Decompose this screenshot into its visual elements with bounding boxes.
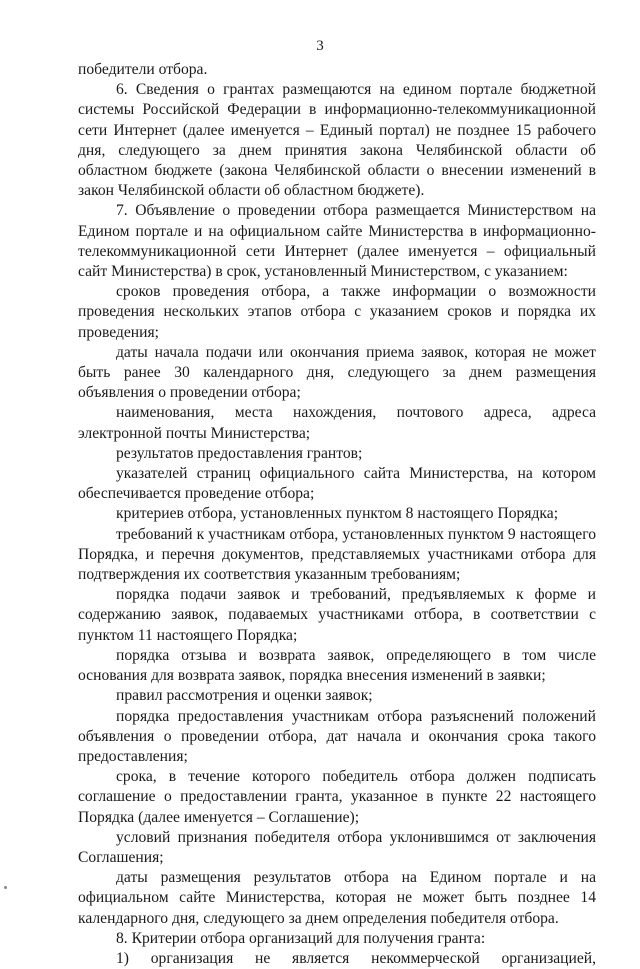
- paragraph-item-6: 6. Сведения о грантах размещаются на едином портале бюджетной системы Российской Федерации в информационно-телекоммуникационной сети Интернет (далее именуется – Единый портал) не позднее 15 рабочего дня, следующего за днем принятия закона Челябинской области об областном бюджете (закона Челябинской области о внесении изменений в закон Челябинской области об областном бюджете).: [78, 81, 596, 200]
- paragraph-criterion-1: 1) организация не является некоммерческой организацией,: [116, 949, 596, 967]
- paragraph-item-8: 8. Критерии отбора организаций для получения гранта:: [116, 929, 486, 947]
- page-number: 3: [316, 38, 324, 54]
- paragraph-list-entry: условий признания победителя отбора уклонившимся от заключения Соглашения;: [78, 828, 596, 866]
- paragraph-list-entry: указателей страниц официального сайта Министерства, на котором обеспечивается проведение отбора;: [78, 465, 596, 503]
- paragraph-list-entry: срока, в течение которого победитель отбора должен подписать соглашение о предоставлении гранта, указанное в пункте 22 настоящего Порядка (далее именуется – Соглашение);: [78, 768, 596, 826]
- paragraph-list-entry: наименования, места нахождения, почтового адреса, адреса электронной почты Министерства;: [78, 404, 596, 442]
- scan-artifact-dot: [4, 886, 7, 889]
- paragraph-list-entry: правил рассмотрения и оценки заявок;: [116, 687, 373, 705]
- paragraph-list-entry: сроков проведения отбора, а также информации о возможности проведения нескольких этапов отбора с указанием сроков и порядка их проведения;: [78, 283, 596, 341]
- paragraph-list-entry: критериев отбора, установленных пунктом 8 настоящего Порядка;: [116, 505, 559, 523]
- paragraph-list-entry: порядка предоставления участникам отбора разъяснений положений объявления о проведении отбора, дат начала и окончания срока такого предоставления;: [78, 707, 596, 765]
- paragraph-list-entry: порядка отзыва и возврата заявок, определяющего в том числе основания для возврата заявок, порядка внесения изменений в заявки;: [78, 646, 596, 685]
- document-body: [78, 60, 596, 969]
- paragraph-list-entry: результатов предоставления грантов;: [116, 444, 363, 462]
- paragraph-list-entry: даты начала подачи или окончания приема заявок, которая не может быть ранее 30 календарного дня, следующего за днем размещения объявления о проведении отбора;: [78, 343, 596, 402]
- paragraph-continuation: победители отбора.: [78, 61, 208, 78]
- paragraph-list-entry: требований к участникам отбора, установленных пунктом 9 настоящего Порядка, и перечня документов, представляемых участниками отбора для подтверждения их соответствия указанным требованиям;: [78, 525, 596, 584]
- paragraph-list-entry: даты размещения результатов отбора на Едином портале и на официальном сайте Министерства, которая не может быть позднее 14 календарного дня, следующего за днем определения победителя отбора.: [78, 869, 596, 927]
- paragraph-item-7: 7. Объявление о проведении отбора размещается Министерством на Едином портале и на официальном сайте Министерства в информационно-телекоммуникационной сети Интернет (далее именуется – официальный сайт Министерства) в срок, установленный Министерством, с указанием:: [78, 202, 596, 281]
- paragraph-list-entry: порядка подачи заявок и требований, предъявляемых к форме и содержанию заявок, подаваемых участниками отбора, в соответствии с пунктом 11 настоящего Порядка;: [78, 586, 596, 644]
